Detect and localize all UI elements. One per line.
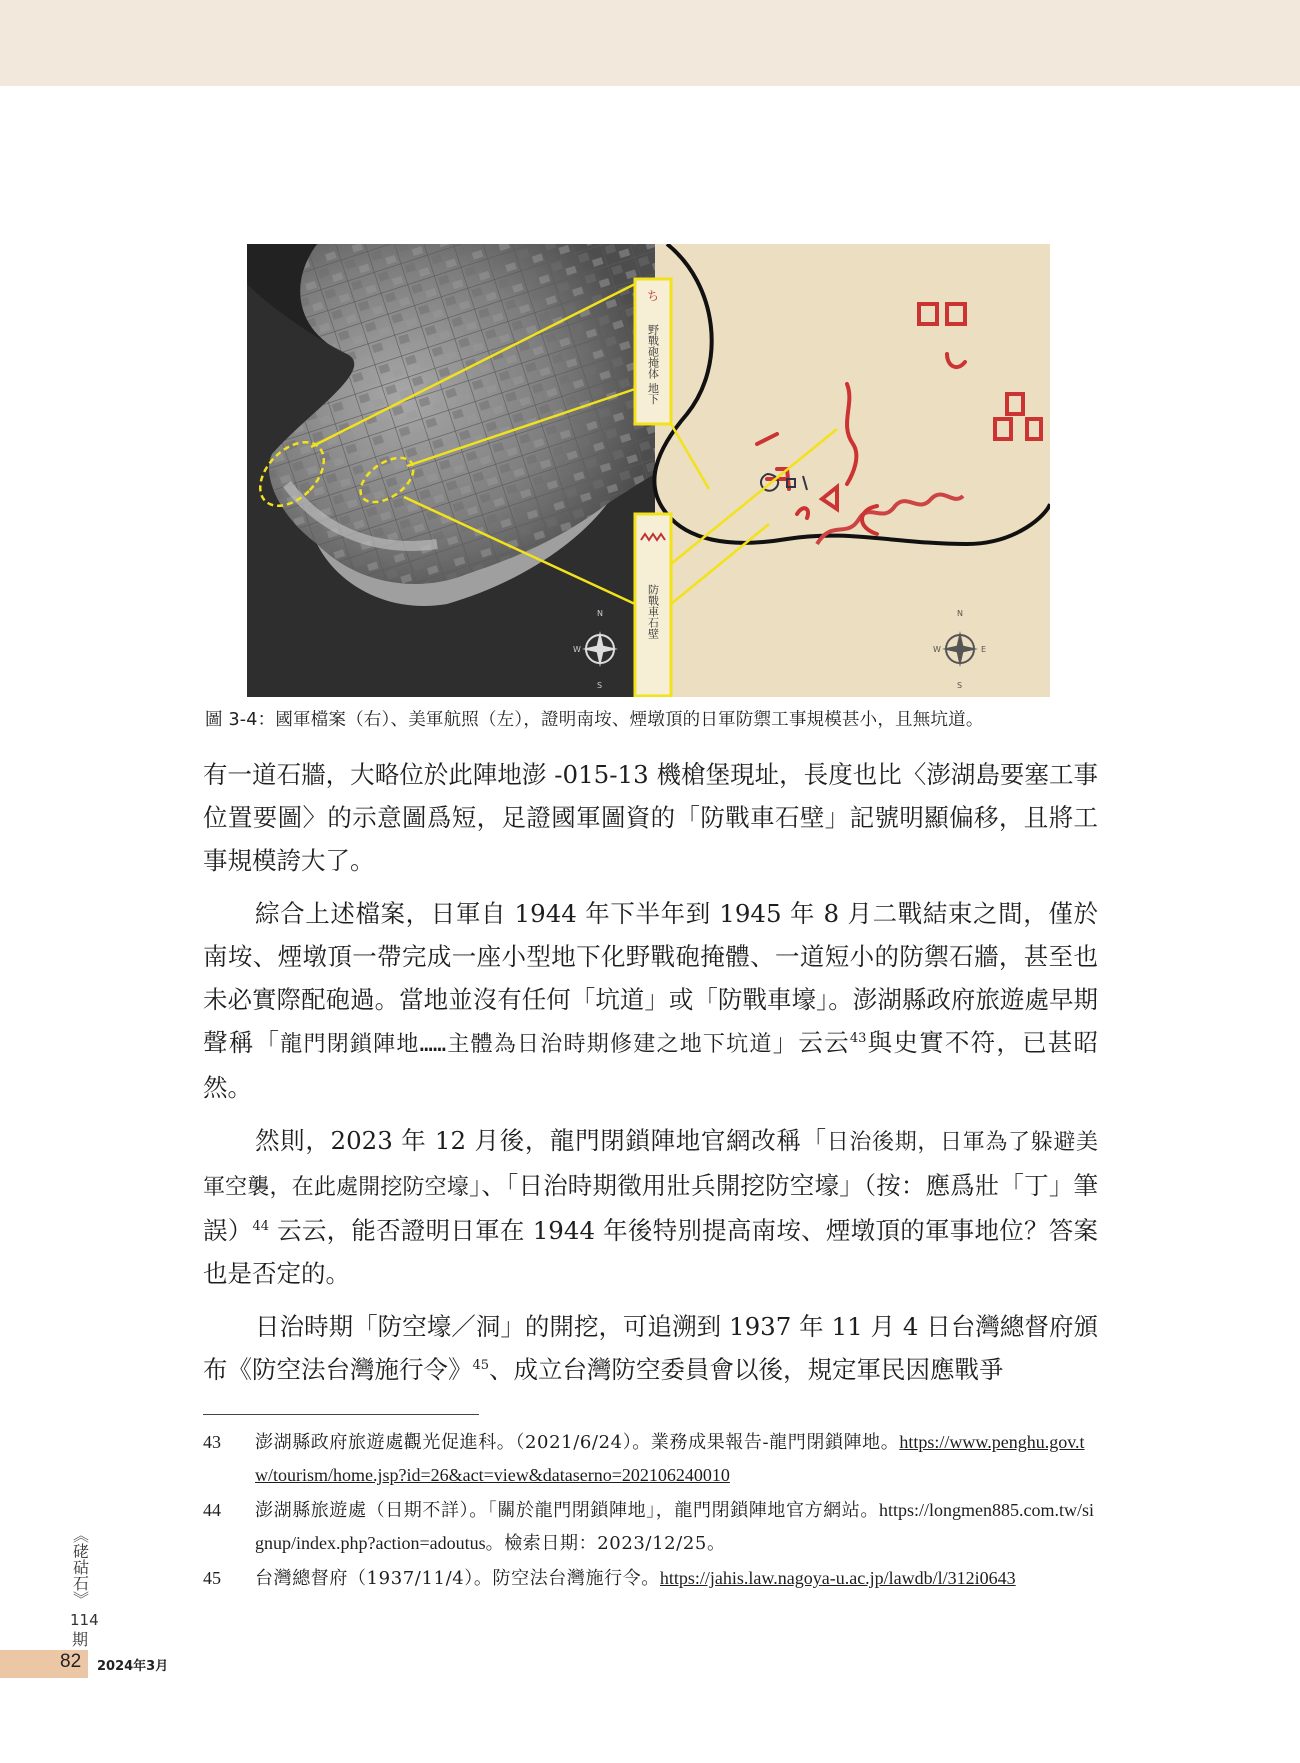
- svg-text:野戰砲掩体 地下: 野戰砲掩体 地下: [646, 324, 660, 405]
- svg-text:S: S: [957, 681, 963, 690]
- footnote-divider: [203, 1414, 479, 1415]
- svg-text:E: E: [981, 645, 987, 654]
- footnote-ref-44[interactable]: 44: [252, 1219, 270, 1234]
- paragraph-2: 綜合上述檔案，日軍自 1944 年下半年到 1945 年 8 月二戰結束之間，僅於南垵、煙墩頂一帶完成一座小型地下化野戰砲掩體、一道短小的防禦石牆，甚至也未必實際配砲過。當地並沒有任何「坑道」或「防戰車壕」。澎湖縣政府旅遊處早期聲稱「龍門閉鎖陣地……主體為日治時期修建之地下坑道」云云$^{43}$與史實不符，已甚昭然。: [203, 899, 1099, 1102]
- figure-caption: 圖 3-4：國軍檔案（右）、美軍航照（左），證明南垵、煙墩頂的日軍防禦工事規模甚小，且無坑道。: [205, 710, 984, 730]
- footnote-44: [203, 1494, 1098, 1560]
- svg-text:N: N: [597, 609, 603, 618]
- footnote-ref-43[interactable]: 43: [849, 1031, 867, 1046]
- paragraph-1: 有一道石牆，大略位於此陣地澎 -015-13 機槍堡現址，長度也比〈澎湖島要塞工事位置要圖〉的示意圖爲短，足證國軍圖資的「防戰車石壁」記號明顯偏移，且將工事規模誇大了。: [203, 760, 1098, 875]
- aerial-photo-left: [247, 244, 655, 697]
- svg-text:S: S: [597, 681, 603, 690]
- issue-number: 114: [70, 1611, 99, 1629]
- footnote-link[interactable]: https://www.penghu.gov.tw/tourism/home.jsp?id=26&act=view&dataserno=202106240010: [255, 1432, 1085, 1485]
- header-band: [0, 0, 1300, 86]
- issue-unit: 期: [71, 1630, 88, 1649]
- body-text: [203, 753, 1098, 1401]
- footnote-45: [203, 1562, 1098, 1595]
- military-map-right: [654, 244, 1050, 697]
- footnote-link[interactable]: https://jahis.law.nagoya-u.ac.jp/lawdb/l/312i0643: [659, 1568, 1016, 1588]
- footnote-ref-45[interactable]: 45: [472, 1358, 490, 1373]
- paragraph-3: 然則，2023 年 12 月後，龍門閉鎖陣地官網改稱「日治後期，日軍為了躲避美軍空襲，在此處開挖防空壕」、「日治時期徵用壯兵開挖防空壕」（按：應爲壯「丁」筆誤）$^{44}$ 云云，能否證明日軍在 1944 年後特別提高南垵、煙墩頂的軍事地位？答案也是否定的。: [203, 1126, 1098, 1288]
- footnote-43: [203, 1426, 1098, 1492]
- svg-text:防戰車石壁: 防戰車石壁: [646, 584, 660, 639]
- footnote-number: 44: [203, 1500, 221, 1520]
- svg-text:N: N: [957, 609, 963, 618]
- footnote-text: 澎湖縣政府旅遊處觀光促進科。（2021/6/24）。業務成果報告-龍門閉鎖陣地。: [255, 1432, 900, 1453]
- page-number: 82: [60, 1651, 82, 1672]
- callout-bottom: [635, 514, 671, 696]
- paragraph-4: 日治時期「防空壕／洞」的開挖，可追溯到 1937 年 11 月 4 日台灣總督府頒布《防空法台灣施行令》$^{45}$、成立台灣防空委員會以後，規定軍民因應戰爭: [203, 1312, 1098, 1384]
- issue-date: 2024年3月: [97, 1659, 169, 1674]
- svg-text:ち: ち: [646, 289, 660, 303]
- footnote-text: 澎湖縣旅遊處（日期不詳）。「關於龍門閉鎖陣地」，龍門閉鎖陣地官方網站。: [255, 1500, 879, 1521]
- footnotes: [203, 1426, 1098, 1597]
- svg-text:W: W: [933, 645, 941, 654]
- figure-image: [247, 244, 1050, 697]
- journal-vertical-title: [70, 1527, 99, 1649]
- figure-3-4: [247, 244, 1050, 697]
- journal-name: 《硓𥑮石》: [70, 1527, 90, 1607]
- callout-top: [635, 279, 671, 424]
- quote-1: 龍門閉鎖陣地……主體為日治時期修建之地下坑道: [280, 1032, 773, 1057]
- svg-text:W: W: [573, 645, 581, 654]
- footnote-text: 台灣總督府（1937/11/4）。防空法台灣施行令。: [255, 1568, 660, 1589]
- footnote-retrieved: 。檢索日期：2023/12/25。: [485, 1533, 726, 1554]
- footnote-number: 43: [203, 1432, 221, 1452]
- footnote-link[interactable]: https://longmen885.com.tw/signup/index.php?action=adoutus: [255, 1500, 1094, 1553]
- footnote-number: 45: [203, 1568, 221, 1588]
- quote-2: 日治後期，日軍為了躲避美軍空襲，在此處開挖防空壕: [203, 1130, 1098, 1200]
